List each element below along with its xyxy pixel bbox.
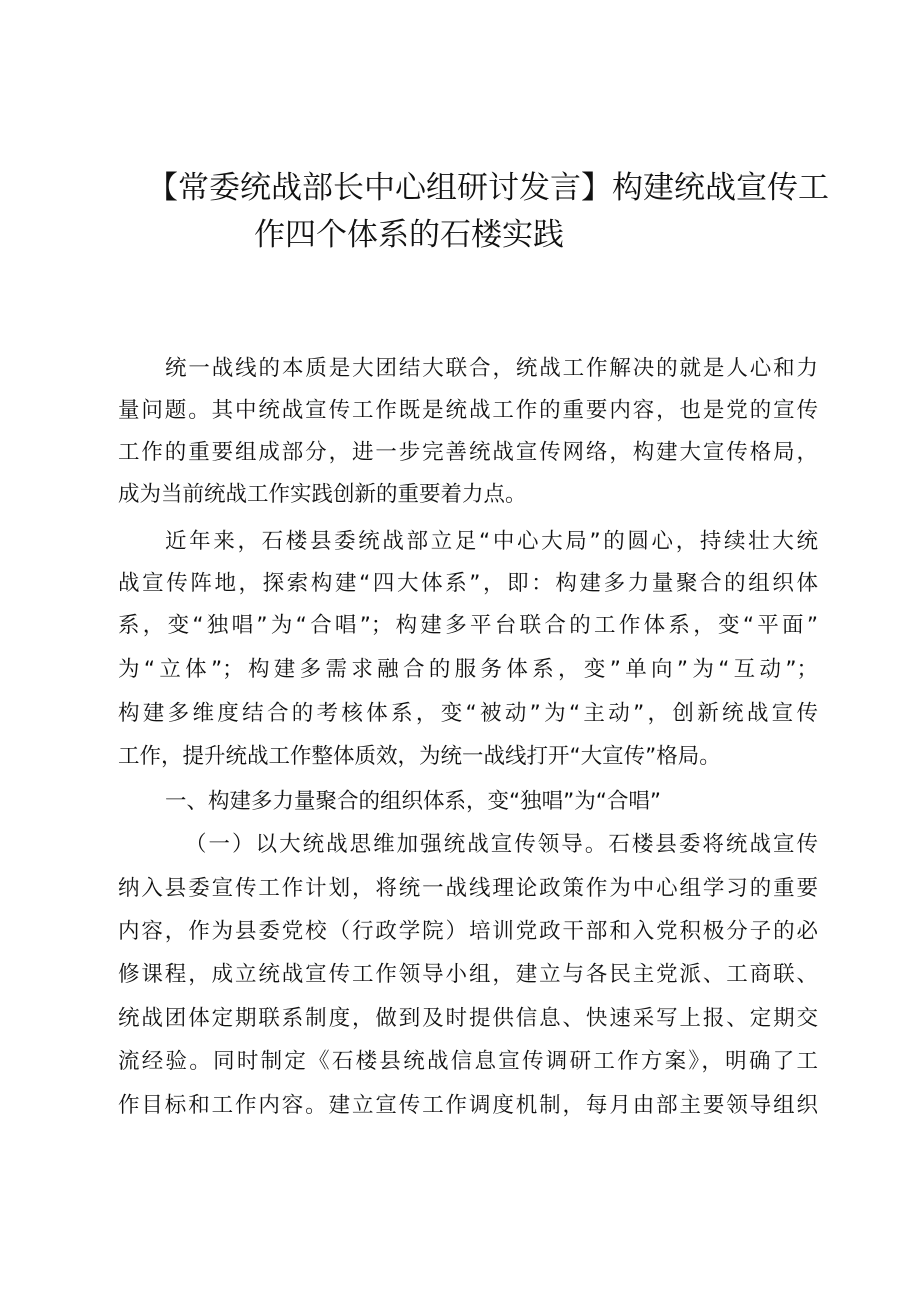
paragraph-1-line-4: 成为当前统战工作实践创新的重要着力点。 [118,482,527,507]
document-title-line-2: 作四个体系的石楼实践 [254,217,564,253]
document-title-line-1: 【常委统战部长中心组研讨发言】构建统战宣传工 [147,170,829,206]
paragraph-3-line-1: （一）以大统战思维加强统战宣传领导。石楼县委将统战宣传 [185,832,818,857]
paragraph-1-line-3: 工作的重要组成部分，进一步完善统战宣传网络，构建大宣传格局， [118,440,818,465]
paragraph-2-line-5: 构建多维度结合的考核体系，变“被动”为“主动”，创新统战宣传 [118,701,818,726]
paragraph-2-line-4: 为“立体”；构建多需求融合的服务体系，变”单向”为“互动”； [118,657,818,682]
paragraph-3-line-5: 统战团体定期联系制度，做到及时提供信息、快速采写上报、定期交 [118,1006,818,1031]
paragraph-3-line-6: 流经验。同时制定《石楼县统战信息宣传调研工作方案》，明确了工 [118,1049,818,1074]
paragraph-1-line-1: 统一战线的本质是大团结大联合，统战工作解决的就是人心和力 [165,356,818,381]
paragraph-2-line-6: 工作，提升统战工作整体质效，为统一战线打开“大宣传”格局。 [118,744,721,769]
paragraph-2-line-2: 战宣传阵地，探索构建“四大体系”，即：构建多力量聚合的组织体 [118,571,818,596]
paragraph-3-line-2: 纳入县委宣传工作计划，将统一战线理论政策作为中心组学习的重要 [118,876,818,901]
paragraph-2-line-1: 近年来，石楼县委统战部立足“中心大局”的圆心，持续壮大统 [165,529,818,554]
paragraph-3-line-4: 修课程，成立统战宣传工作领导小组，建立与各民主党派、工商联、 [118,962,818,987]
paragraph-3-line-3: 内容，作为县委党校（行政学院）培训党政干部和入党积极分子的必 [118,919,818,944]
paragraph-2-line-3: 系，变“独唱”为“合唱”；构建多平台联合的工作体系，变“平面” [118,613,818,638]
paragraph-3-line-7: 作目标和工作内容。建立宣传工作调度机制，每月由部主要领导组织 [118,1093,818,1118]
paragraph-1-line-2: 量问题。其中统战宣传工作既是统战工作的重要内容，也是党的宣传 [118,398,818,423]
section-heading-1: 一、构建多力量聚合的组织体系，变“独唱”为“合唱” [165,789,662,814]
